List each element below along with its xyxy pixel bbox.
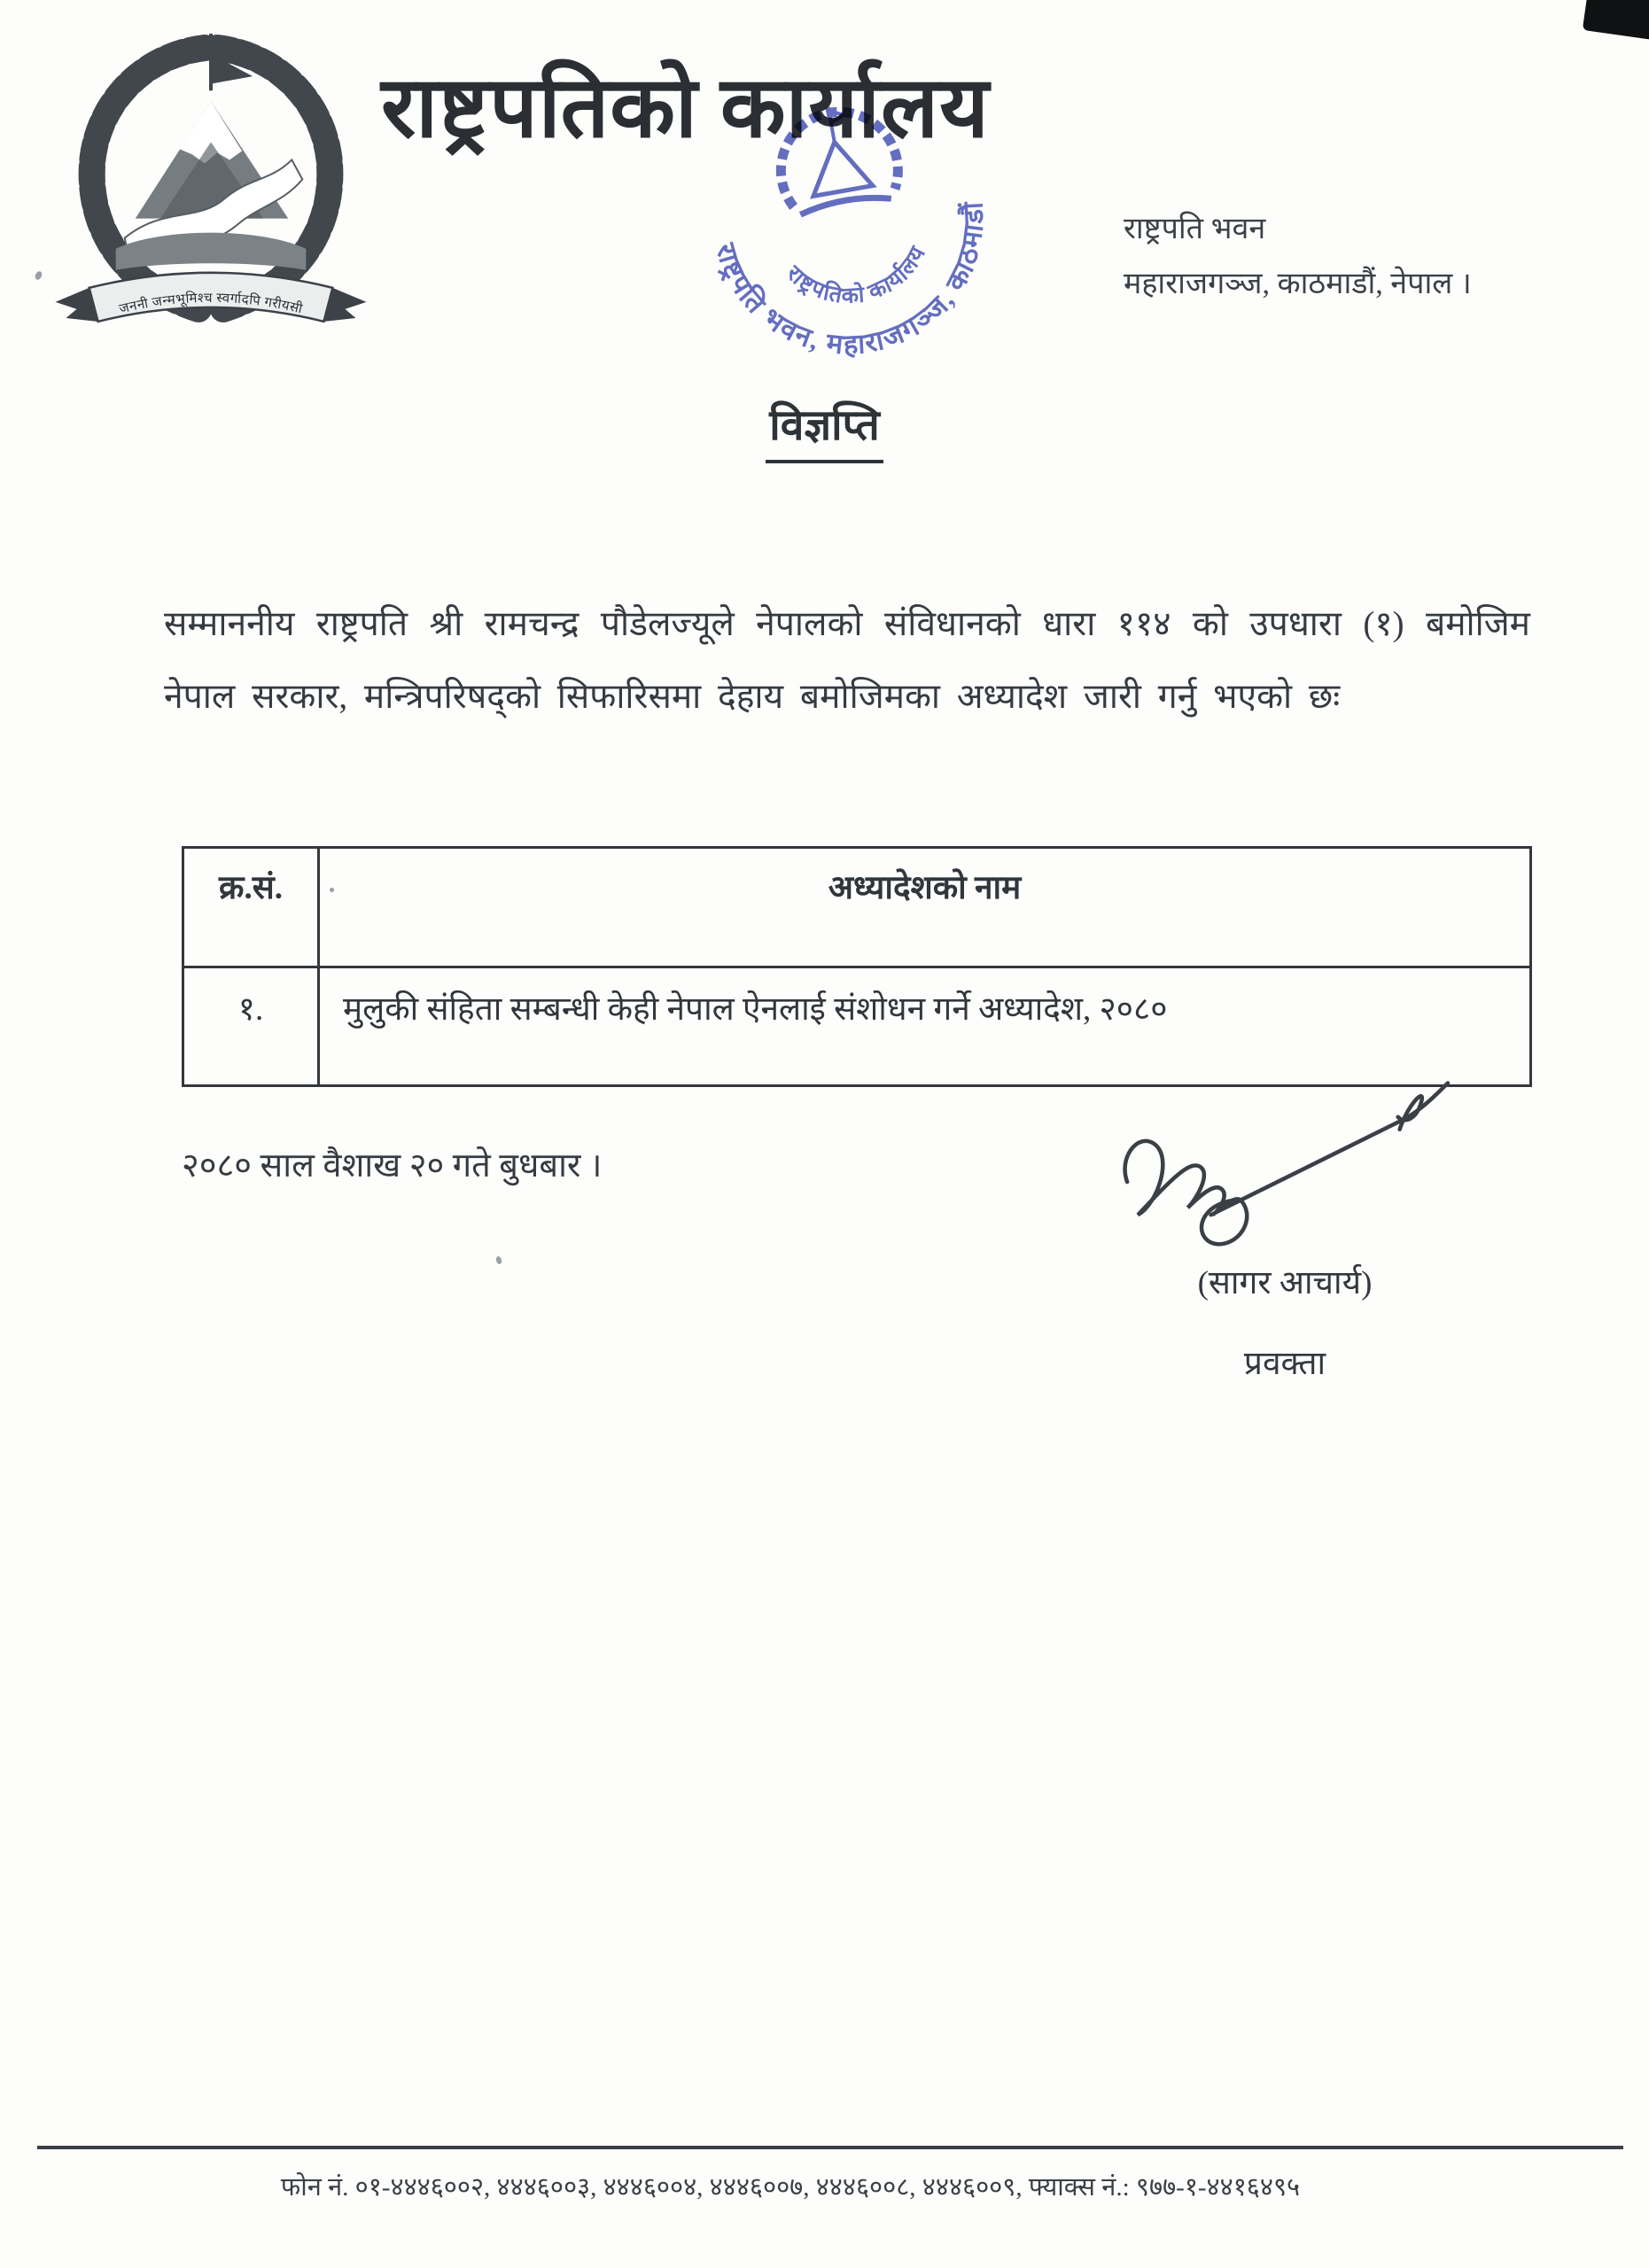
stamp-inner-text: राष्ट्रपतिको कार्यालय — [782, 242, 931, 309]
notice-title — [0, 395, 1649, 463]
notice-body: सम्माननीय राष्ट्रपति श्री रामचन्द्र पौडेलज्यूले नेपालको संविधानको धारा ११४ को उपधारा (१) बमोजिम नेपाल सरकार, मन्त्रिपरिषद्को सिफारिसमा देहाय बमोजिमका अध्यादेश जारी गर्नु भएको छः — [164, 605, 1530, 716]
address-line-1: राष्ट्रपति भवन — [1124, 213, 1266, 245]
office-seal-stamp-icon — [657, 28, 1038, 409]
signature-scribble-icon — [1111, 1072, 1458, 1260]
header-ordinance-name: अध्यादेशको नाम — [319, 848, 1531, 967]
cell-serial-number: १. — [183, 967, 319, 1086]
stamp-emblem — [771, 97, 904, 216]
footer-contact: फोन नं. ०१-४४४६००२, ४४४६००३, ४४४६००४, ४४४६००७, ४४४६००८, ४४४६००९, फ्याक्स नं.: ९७७-१-४४१६४९५ — [280, 2173, 1301, 2202]
emblem-motto: जननी जन्मभूमिश्च स्वर्गादपि गरीयसी — [117, 291, 305, 317]
table-header-row — [183, 848, 1531, 967]
office-address — [1124, 202, 1540, 312]
stamp-outer-text: राष्ट्रपति भवन, महाराजगञ्ज, काठमाडौं — [710, 199, 990, 361]
scan-artifact-corner — [1583, 0, 1649, 41]
signatory-designation: प्रवक्ता — [1243, 1346, 1326, 1382]
table-row — [183, 967, 1531, 1086]
signatory-name: (सागर आचार्य) — [1197, 1265, 1373, 1301]
cell-ordinance-name: मुलुकी संहिता सम्बन्धी केही नेपाल ऐनलाई संशोधन गर्ने अध्यादेश, २०८० — [319, 967, 1531, 1086]
scan-speck — [34, 270, 43, 281]
address-line-2: महाराजगञ्ज, काठमाडौं, नेपाल । — [1124, 268, 1472, 300]
signature-block — [1094, 1072, 1475, 1384]
notice-title-text: विज्ञप्ति — [766, 395, 883, 463]
footer-divider — [37, 2146, 1623, 2149]
nepal-coat-of-arms-icon — [46, 25, 376, 331]
ordinance-table — [182, 846, 1532, 1087]
scan-speck — [495, 1255, 502, 1264]
date-line: २०८० साल वैशाख २० गते बुधबार । — [182, 1147, 603, 1184]
office-title: राष्ट्रपतिको कार्यालय — [381, 60, 990, 155]
header-serial-number: क्र.सं. — [183, 848, 319, 967]
